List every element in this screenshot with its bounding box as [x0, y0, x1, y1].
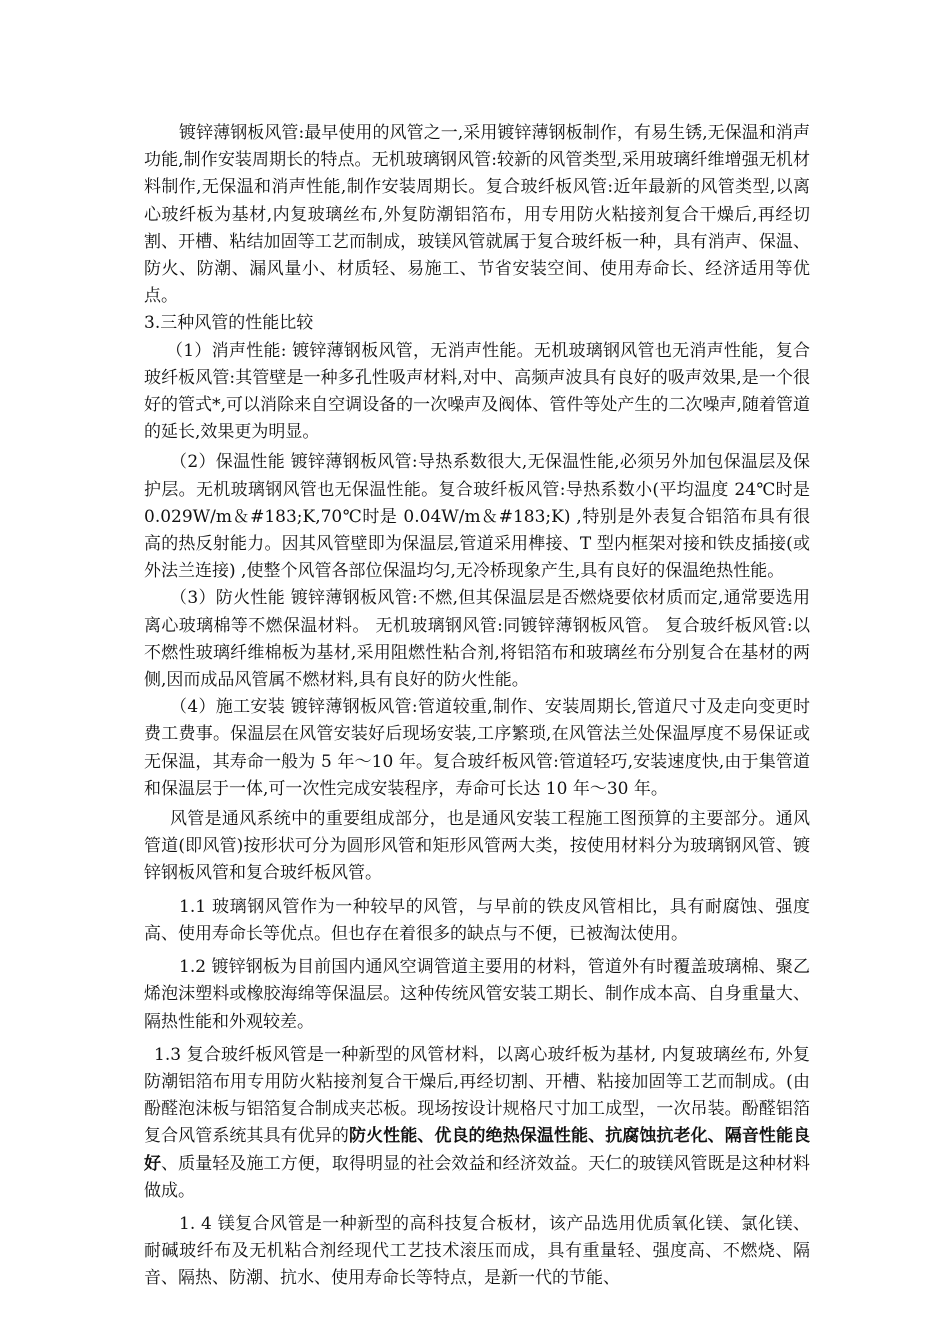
highlight-sep-1: 、	[417, 1126, 435, 1147]
paragraph-acoustic-performance: （1）消声性能: 镀锌薄钢板风管，无消声性能。无机玻璃钢风管也无消声性能，复合玻纤板风管:其管壁是一种多孔性吸声材料,对中、高频声波具有良好的吸声效果,是一个很好的管式*,可以消除来自空调设备的一次噪声及阀体、管件等处产生的二次噪声,随着管道的延长,效果更为明显。	[144, 340, 810, 443]
paragraph-magnesium-duct: 1. 4 镁复合风管是一种新型的高科技复合板材，该产品选用优质氧化镁、氯化镁、耐碱玻纤布及无机粘合剂经现代工艺技术滚压而成，具有重量轻、强度高、不燃烧、隔音、隔热、防潮、抗水、使用寿命长等特点，是新一代的节能、	[144, 1213, 810, 1289]
paragraph-duct-overview: 风管是通风系统中的重要组成部分，也是通风安装工程施工图预算的主要部分。通风管道(即风管)按形状可分为圆形风管和矩形风管两大类，按使用材料分为玻璃钢风管、镀锌钢板风管和复合玻纤板风管。	[144, 809, 810, 884]
composite-duct-text-1: 1.3 复合玻纤板风管是一种新型的风管材料，以离心玻纤板为基材, 内复玻璃丝布, 外复防潮铝箔布用专用防火粘接剂复合干燥后,再经切割、开槽、粘接加固等工艺而制成。(由酚醛泡沫板与铝箔复合制成夹芯板。现场按设计规格尺寸加工成型，一次吊装。酚醛铝箔复合风管系统其具有优异的	[144, 1044, 810, 1147]
paragraph-frp-duct: 1.1 玻璃钢风管作为一种较早的风管，与早前的铁皮风管相比，具有耐腐蚀、强度高、使用寿命长等优点。但也存在着很多的缺点与不便，已被淘汰使用。	[144, 896, 810, 944]
document-page	[144, 120, 810, 1293]
paragraph-composite-duct	[144, 1042, 810, 1205]
paragraph-duct-types: 镀锌薄钢板风管:最早使用的风管之一,采用镀锌薄钢板制作，有易生锈,无保温和消声功能,制作安装周期长的特点。无机玻璃钢风管:较新的风管类型,采用玻璃纤维增强无机材料制作,无保温和消声性能,制作安装周期长。复合玻纤板风管:近年最新的风管类型,以离心玻纤板为基材,内复玻璃丝布,外复防潮铝箔布，用专用防火粘接剂复合干燥后,再经切割、开槽、粘结加固等工艺而制成，玻镁风管就属于复合玻纤板一种，具有消声、保温、防火、防潮、漏风量小、材质轻、易施工、节省安装空间、使用寿命长、经济适用等优点。	[144, 123, 810, 307]
highlight-sep-3: 、	[707, 1126, 725, 1147]
paragraph-insulation-performance: （2）保温性能 镀锌薄钢板风管:导热系数很大,无保温性能,必须另外加包保温层及保护层。无机玻璃钢风管也无保温性能。复合玻纤板风管:导热系数小(平均温度 24℃时是 0.029W/m＆#183;K,70℃时是 0.04W/m＆#183;K) ,特别是外表复合铝箔布具有很高的热反射能力。因其风管壁即为保温层,管道采用榫接、T 型内框架对接和铁皮插接(或外法兰连接) ,使整个风管各部位保温均匀,无冷桥现象产生,具有良好的保温绝热性能。	[144, 452, 810, 582]
highlight-sep-2: 、	[588, 1126, 606, 1147]
composite-duct-text-2: 、质量轻及施工方便，取得明显的社会效益和经济效益。天仁的玻镁风管既是这种材料做成。	[144, 1153, 811, 1201]
paragraph-galvanized-duct: 1.2 镀锌钢板为目前国内通风空调管道主要用的材料，管道外有时覆盖玻璃棉、聚乙烯泡沫塑料或橡胶海绵等保温层。这种传统风管安装工期长、制作成本高、自身重量大、隔热性能和外观较差。	[144, 957, 810, 1032]
highlight-soundproof: 隔音性能良好	[144, 1126, 811, 1174]
section-heading-comparison: 3.三种风管的性能比较	[144, 313, 314, 334]
highlight-fireproof: 防火性能	[348, 1126, 418, 1147]
paragraph-installation: （4）施工安装 镀锌薄钢板风管:管道较重,制作、安装周期长,管道尺寸及走向变更时费工费事。保温层在风管安装好后现场安装,工序繁琐,在风管法兰处保温厚度不易保证或无保温，其寿命一般为 5 年～10 年。复合玻纤板风管:管道轻巧,安装速度快,由于集管道和保温层于一体,可一次性完成安装程序，寿命可长达 10 年～30 年。	[144, 697, 810, 799]
paragraph-fire-performance: （3）防火性能 镀锌薄钢板风管:不燃,但其保温层是否燃烧要依材质而定,通常要选用离心玻璃棉等不燃保温材料。 无机玻璃钢风管:同镀锌薄钢板风管。 复合玻纤板风管:以不燃性玻璃纤维棉板为基材,采用阻燃性粘合剂,将铝箔布和玻璃丝布分别复合在基材的两侧,因而成品风管属不燃材料,具有良好的防火性能。	[144, 588, 810, 691]
highlight-insulation: 优良的绝热保温性能	[434, 1126, 589, 1147]
highlight-anticorrosion: 抗腐蚀抗老化	[605, 1126, 708, 1147]
